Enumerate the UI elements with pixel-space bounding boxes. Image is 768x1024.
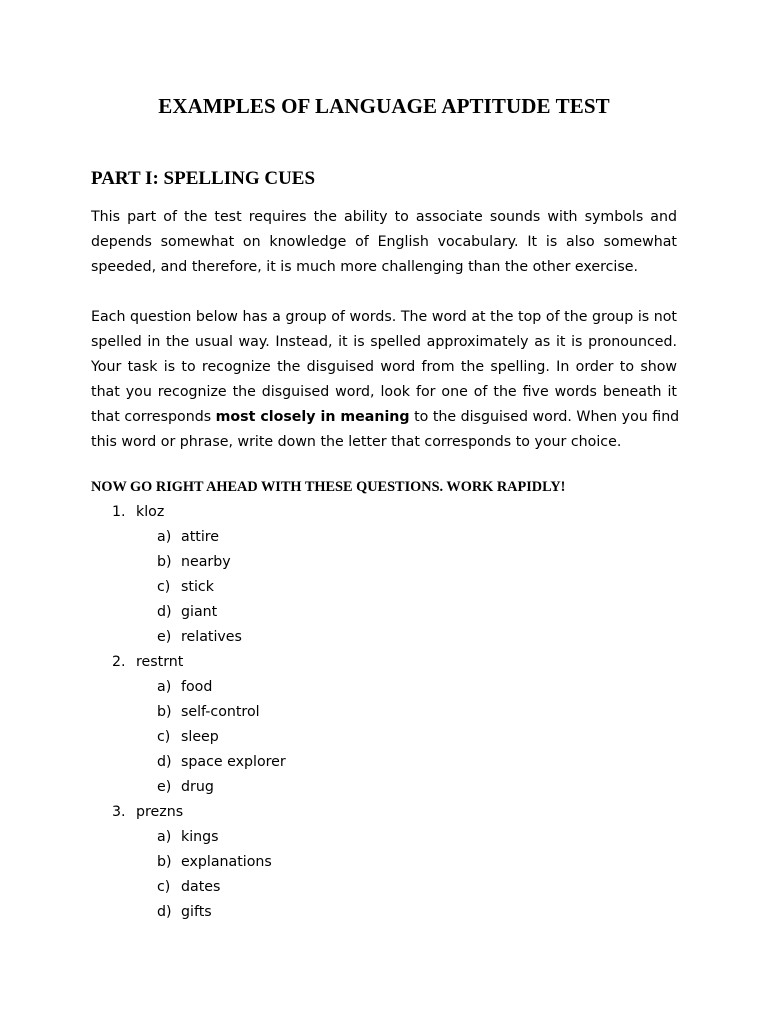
option-letter: a) [157, 529, 172, 545]
paragraph-line: speeded, and therefore, it is much more challenging than the other exercise. [91, 259, 638, 275]
option-letter: c) [157, 729, 171, 745]
paragraph-line: This part of the test requires the ability to associate sounds with symbols and [91, 209, 677, 225]
answer-option [0, 850, 768, 875]
option-text: sleep [181, 729, 219, 745]
option-letter: c) [157, 879, 171, 895]
option-text: food [181, 679, 213, 695]
option-text: stick [181, 579, 214, 595]
option-text: space explorer [181, 754, 286, 770]
option-text: nearby [181, 554, 231, 570]
question-word: kloz [136, 504, 165, 520]
option-text: giant [181, 604, 218, 620]
paragraph-line [91, 405, 680, 430]
answer-option [0, 775, 768, 800]
question-number: 3. [112, 804, 126, 820]
intro-paragraph [91, 205, 677, 280]
part-heading: PART I: SPELLING CUES [91, 168, 316, 189]
question-word: restrnt [136, 654, 184, 670]
paragraph-line: this word or phrase, write down the letter that corresponds to your choice. [91, 434, 622, 450]
option-letter: d) [157, 754, 172, 770]
option-letter: d) [157, 604, 172, 620]
option-letter: e) [157, 629, 172, 645]
question-word: prezns [136, 804, 184, 820]
question-number: 1. [112, 504, 126, 520]
answer-option [0, 875, 768, 900]
rapid-instruction: NOW GO RIGHT AHEAD WITH THESE QUESTIONS. WORK RAPIDLY! [91, 479, 566, 495]
option-letter: d) [157, 904, 172, 920]
question-number: 2. [112, 654, 126, 670]
answer-option [0, 625, 768, 650]
answer-option [0, 825, 768, 850]
paragraph-line: Each question below has a group of words. The word at the top of the group is not [91, 309, 677, 325]
answer-option [0, 750, 768, 775]
option-letter: b) [157, 554, 172, 570]
answer-option [0, 600, 768, 625]
answer-option [0, 675, 768, 700]
option-letter: e) [157, 779, 172, 795]
option-text: dates [181, 879, 221, 895]
answer-option [0, 575, 768, 600]
option-text: relatives [181, 629, 242, 645]
answer-option [0, 725, 768, 750]
paragraph-line: depends somewhat on knowledge of English vocabulary. It is also somewhat [91, 234, 677, 250]
option-text: kings [181, 829, 219, 845]
option-text: explanations [181, 854, 272, 870]
question-list [0, 500, 768, 925]
paragraph-line: spelled in the usual way. Instead, it is spelled approximately as it is pronounced. [91, 334, 677, 350]
option-letter: b) [157, 854, 172, 870]
option-text: drug [181, 779, 214, 795]
answer-option [0, 550, 768, 575]
line-text: to the disguised word. When you find [414, 409, 680, 425]
answer-option [0, 900, 768, 925]
question-item [0, 800, 768, 825]
emphasis-text: most closely in meaning [215, 409, 410, 425]
question-item [0, 500, 768, 525]
option-letter: a) [157, 679, 172, 695]
document-title: EXAMPLES OF LANGUAGE APTITUDE TEST [158, 94, 610, 118]
line-text: that corresponds [91, 409, 212, 425]
paragraph-line: Your task is to recognize the disguised word from the spelling. In order to show [91, 359, 677, 375]
option-text: gifts [181, 904, 212, 920]
paragraph-line: that you recognize the disguised word, look for one of the five words beneath it [91, 384, 677, 400]
option-text: attire [181, 529, 220, 545]
option-letter: a) [157, 829, 172, 845]
answer-option [0, 700, 768, 725]
question-item [0, 650, 768, 675]
answer-option [0, 525, 768, 550]
instructions-paragraph [91, 305, 680, 455]
option-letter: c) [157, 579, 171, 595]
option-text: self-control [181, 704, 260, 720]
option-letter: b) [157, 704, 172, 720]
